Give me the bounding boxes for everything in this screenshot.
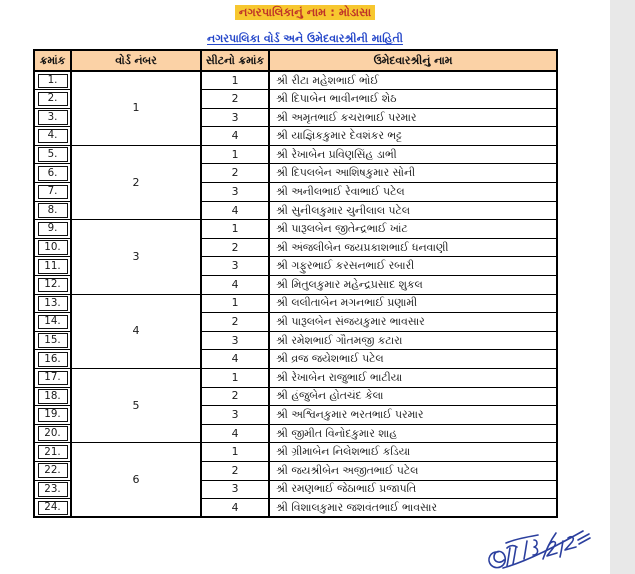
candidate-name-cell: શ્રી હંજુબેન હોતચંદ કેલા xyxy=(269,387,557,406)
serial-number: 3. xyxy=(38,110,68,125)
candidate-name-cell: શ્રી વિશાલકુમાર જશવંતભાઈ ભાવસાર xyxy=(269,499,557,518)
ward-number-cell: 4 xyxy=(71,294,201,368)
seat-number-cell: 3 xyxy=(201,108,269,127)
seat-number-cell: 1 xyxy=(201,369,269,388)
seat-number-cell: 3 xyxy=(201,406,269,425)
candidate-name-cell: શ્રી લલીતાબેન મગનભાઈ પ્રણામી xyxy=(269,294,557,313)
serial-number: 24. xyxy=(38,501,68,515)
serial-number: 2. xyxy=(38,92,68,107)
serial-cell xyxy=(34,257,71,276)
signature-scribble xyxy=(483,527,593,573)
page-subtitle: નગરપાલિકા વોર્ડ અને ઉમેદવારશ્રીની માહિતી xyxy=(207,32,403,45)
serial-number: 7. xyxy=(38,185,68,200)
serial-number: 1. xyxy=(38,74,68,88)
candidate-name-cell: શ્રી રમેશભાઈ ગૌતમજી કટારા xyxy=(269,331,557,350)
seat-number-cell: 1 xyxy=(201,71,269,90)
ward-number-cell: 2 xyxy=(71,145,201,219)
serial-cell xyxy=(34,276,71,295)
serial-number: 15. xyxy=(38,333,68,348)
serial-cell xyxy=(34,201,71,220)
candidate-name-cell: શ્રી ગ્રીમાબેન નિલેશભાઈ કડિયા xyxy=(269,443,557,462)
seat-number-cell: 1 xyxy=(201,145,269,164)
ward-number-cell: 5 xyxy=(71,369,201,443)
candidate-roster-table xyxy=(33,49,558,518)
seat-number-cell: 1 xyxy=(201,443,269,462)
serial-cell xyxy=(34,387,71,406)
candidate-name-cell: શ્રી અમૃતભાઈ કચરાભાઈ પરમાર xyxy=(269,108,557,127)
ward-number-cell: 6 xyxy=(71,443,201,517)
page-edge-strip xyxy=(610,0,635,574)
serial-number: 21. xyxy=(38,445,68,460)
serial-cell xyxy=(34,331,71,350)
serial-cell xyxy=(34,127,71,146)
seat-number-cell: 3 xyxy=(201,257,269,276)
candidate-name-cell: શ્રી રમણભાઈ જેઠાભાઈ પ્રજાપતિ xyxy=(269,480,557,499)
seat-number-cell: 1 xyxy=(201,220,269,239)
table-row xyxy=(34,145,557,164)
serial-number: 16. xyxy=(38,352,68,367)
ward-number-cell: 1 xyxy=(71,71,201,145)
serial-number: 22. xyxy=(38,463,68,478)
serial-number: 20. xyxy=(38,426,68,441)
serial-number: 17. xyxy=(38,371,68,386)
serial-cell xyxy=(34,145,71,164)
candidate-name-cell: શ્રી પારૂલબેન જીતેન્દ્રભાઈ ખાંટ xyxy=(269,220,557,239)
serial-cell xyxy=(34,71,71,90)
candidate-name-cell: શ્રી જયશ્રીબેન અજીતભાઈ પટેલ xyxy=(269,461,557,480)
ward-number-cell: 3 xyxy=(71,220,201,294)
serial-cell xyxy=(34,350,71,369)
seat-number-cell: 2 xyxy=(201,164,269,183)
serial-cell xyxy=(34,424,71,443)
candidate-name-cell: શ્રી રેખાબેન રાજુભાઈ ભાટીયા xyxy=(269,369,557,388)
serial-cell xyxy=(34,443,71,462)
candidate-name-cell: શ્રી રેખાબેન પ્રવિણસિંહ ડાભી xyxy=(269,145,557,164)
serial-number: 13. xyxy=(38,296,68,311)
serial-number: 18. xyxy=(38,389,68,404)
serial-cell xyxy=(34,461,71,480)
serial-number: 10. xyxy=(38,240,68,255)
seat-number-cell: 2 xyxy=(201,461,269,480)
serial-cell xyxy=(34,183,71,202)
seat-number-cell: 2 xyxy=(201,387,269,406)
candidate-name-cell: શ્રી જીમીત વિનોદકુમાર શાહ xyxy=(269,424,557,443)
header-serial: ક્રમાંક xyxy=(34,50,71,71)
table-row xyxy=(34,220,557,239)
candidate-name-cell: શ્રી દિપાબેન ભાવીનભાઈ શેઠ xyxy=(269,90,557,109)
candidate-name-cell: શ્રી મિતુલકુમાર મહેન્દ્રપ્રસાદ શુકલ xyxy=(269,276,557,295)
seat-number-cell: 4 xyxy=(201,350,269,369)
candidate-name-cell: શ્રી અશ્વિનકુમાર ભરતભાઈ પરમાર xyxy=(269,406,557,425)
serial-number: 4. xyxy=(38,129,68,144)
signature-ink-icon xyxy=(483,527,593,573)
serial-number: 11. xyxy=(38,259,68,274)
serial-number: 5. xyxy=(38,147,68,162)
page-title: નગરપાલિકાનું નામ : મોડાસા xyxy=(235,5,375,20)
serial-cell xyxy=(34,369,71,388)
table-row xyxy=(34,71,557,90)
candidate-name-cell: શ્રી યાજ્ઞિકકુમાર દેવશંકર ભટ્ટ xyxy=(269,127,557,146)
seat-number-cell: 4 xyxy=(201,499,269,518)
serial-cell xyxy=(34,294,71,313)
serial-cell xyxy=(34,313,71,332)
header-candidate: ઉમેદવારશ્રીનું નામ xyxy=(269,50,557,71)
candidate-name-cell: શ્રી સુનીલકુમાર ચુનીલાલ પટેલ xyxy=(269,201,557,220)
candidate-name-cell: શ્રી વ્રજ જયેશભાઈ પટેલ xyxy=(269,350,557,369)
serial-number: 6. xyxy=(38,166,68,181)
seat-number-cell: 4 xyxy=(201,201,269,220)
table-body xyxy=(34,71,557,517)
serial-cell xyxy=(34,220,71,239)
serial-cell xyxy=(34,406,71,425)
candidate-name-cell: શ્રી રીટા મહેશભાઈ ભોઈ xyxy=(269,71,557,90)
candidate-name-cell: શ્રી ગફુરભાઈ કરસનભાઈ રબારી xyxy=(269,257,557,276)
serial-number: 9. xyxy=(38,222,68,237)
seat-number-cell: 2 xyxy=(201,238,269,257)
serial-cell xyxy=(34,480,71,499)
seat-number-cell: 3 xyxy=(201,183,269,202)
seat-number-cell: 2 xyxy=(201,313,269,332)
candidate-name-cell: શ્રી અંજલીબેન જયપ્રકાશભાઈ ધનવાણી xyxy=(269,238,557,257)
candidate-name-cell: શ્રી દિપલબેન આશિષકુમાર સોની xyxy=(269,164,557,183)
header-ward: વોર્ડ નંબર xyxy=(71,50,201,71)
seat-number-cell: 1 xyxy=(201,294,269,313)
serial-number: 19. xyxy=(38,408,68,423)
serial-cell xyxy=(34,90,71,109)
seat-number-cell: 4 xyxy=(201,424,269,443)
serial-number: 14. xyxy=(38,315,68,330)
seat-number-cell: 3 xyxy=(201,480,269,499)
serial-cell xyxy=(34,499,71,518)
table-row xyxy=(34,369,557,388)
serial-cell xyxy=(34,108,71,127)
table-row xyxy=(34,443,557,462)
seat-number-cell: 4 xyxy=(201,127,269,146)
header-seat: સીટનો ક્રમાંક xyxy=(201,50,269,71)
serial-number: 12. xyxy=(38,278,68,293)
serial-number: 8. xyxy=(38,203,68,218)
serial-cell xyxy=(34,164,71,183)
seat-number-cell: 2 xyxy=(201,90,269,109)
document-title-line xyxy=(0,1,610,20)
candidate-name-cell: શ્રી પારૂલબેન સંજયકુમાર ભાવસાર xyxy=(269,313,557,332)
document-subtitle-line xyxy=(0,27,610,46)
table-header-row xyxy=(34,50,557,71)
table-row xyxy=(34,294,557,313)
seat-number-cell: 3 xyxy=(201,331,269,350)
candidate-name-cell: શ્રી અનીલભાઈ રેવાભાઈ પટેલ xyxy=(269,183,557,202)
serial-cell xyxy=(34,238,71,257)
seat-number-cell: 4 xyxy=(201,276,269,295)
serial-number: 23. xyxy=(38,482,68,497)
